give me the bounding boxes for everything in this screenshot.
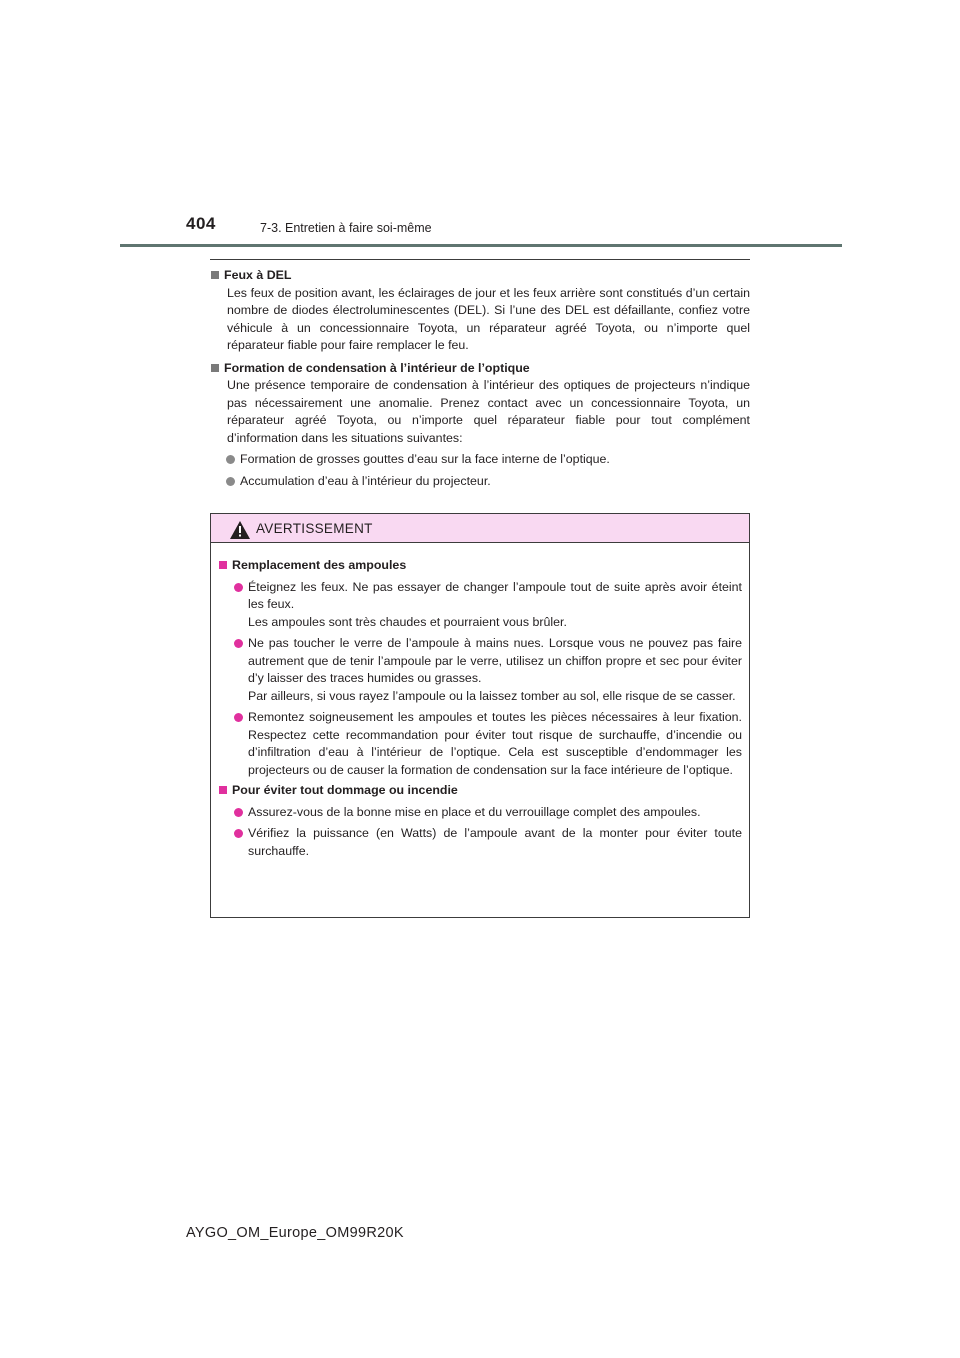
list-item [218,579,742,632]
list-item-text: Remontez soigneusement les ampoules et toutes les pièces nécessaires à leur fixation. Respectez cette recommandation pour éviter tout risque de surchauffe, d’incendie ou d’infiltration d’eau à l’intérieur de l’optique. Cela est susceptible d’endommager les projecteurs ou de causer la formation de condensation sur la face intérieure de l’optique. [248,710,742,777]
list-item [218,635,742,705]
list-item-text: Accumulation d’eau à l’intérieur du projecteur. [240,473,491,488]
circle-bullet-icon [226,477,235,486]
heading-text: Pour éviter tout dommage ou incendie [232,783,458,797]
list-item [218,709,742,779]
list-item-text: Par ailleurs, si vous rayez l’ampoule ou la laissez tomber au sol, elle risque de se casser. [248,688,736,703]
main-content [210,267,750,495]
section-condensation [210,360,750,491]
section-title: 7-3. Entretien à faire soi-même [260,221,432,235]
list-item-text: Formation de grosses gouttes d’eau sur la face interne de l’optique. [240,452,610,466]
warning-section-heading [218,782,742,800]
circle-bullet-icon [234,639,243,648]
document-id: AYGO_OM_Europe_OM99R20K [186,1225,404,1241]
heading-text: Formation de condensation à l’intérieur de l’optique [224,360,530,375]
section-heading [210,267,750,285]
warning-section-damage [218,782,742,860]
warning-box [210,513,750,918]
list-item [210,473,750,491]
list-item-text: Ne pas toucher le verre de l’ampoule à mains nues. Lorsque vous ne pouvez pas faire autrement que de tenir l’ampoule par le verre, utilisez un chiffon propre et sec pour éviter d’y laisser des traces humides ou grasses. [248,636,742,685]
list-item [218,825,742,860]
list-item-text: Les ampoules sont très chaudes et pourraient vous brûler. [248,614,567,629]
list-item-text: Assurez-vous de la bonne mise en place et du verrouillage complet des ampoules. [248,804,701,819]
square-bullet-icon [219,786,227,794]
circle-bullet-icon [226,455,235,464]
section-paragraph: Une présence temporaire de condensation à l’intérieur des optiques de projecteurs n’indique pas nécessairement une anomalie. Prenez contact avec un concessionnaire Toyota, un réparateur agréé Toyota, ou n’importe quel réparateur fiable pour tout complément d’information dans les situations suivantes: [227,378,750,445]
list-item-text: Vérifiez la puissance (en Watts) de l’ampoule avant de la monter pour éviter toute surchauffe. [248,826,742,858]
warning-body [211,543,749,860]
circle-bullet-icon [234,829,243,838]
warning-title: AVERTISSEMENT [256,521,373,536]
warning-section-bulbs [218,557,742,779]
header-rule [120,244,842,247]
list-item [210,451,750,469]
warning-section-heading [218,557,742,575]
page-number: 404 [186,214,216,233]
list-item-text: Éteignez les feux. Ne pas essayer de changer l’ampoule tout de suite après avoir éteint les feux. [248,579,742,611]
heading-text: Remplacement des ampoules [232,558,407,572]
section-paragraph: Les feux de position avant, les éclairages de jour et les feux arrière sont constitués d’un certain nombre de diodes électroluminescentes (DEL). Si l’une des DEL est défaillante, confiez votre véhicule à un concessionnaire Toyota, un réparateur agréé Toyota, ou n’importe quel réparateur fiable pour faire remplacer le feu. [227,285,750,352]
circle-bullet-icon [234,808,243,817]
section-heading [210,360,750,378]
circle-bullet-icon [234,583,243,592]
square-bullet-icon [211,271,219,279]
section-led-lights [210,267,750,355]
content-rule [210,259,750,260]
square-bullet-icon [211,364,219,372]
heading-text: Feux à DEL [224,268,292,282]
square-bullet-icon [219,561,227,569]
circle-bullet-icon [234,713,243,722]
warning-header [211,514,749,543]
list-item [218,804,742,822]
warning-triangle-icon [230,521,250,539]
